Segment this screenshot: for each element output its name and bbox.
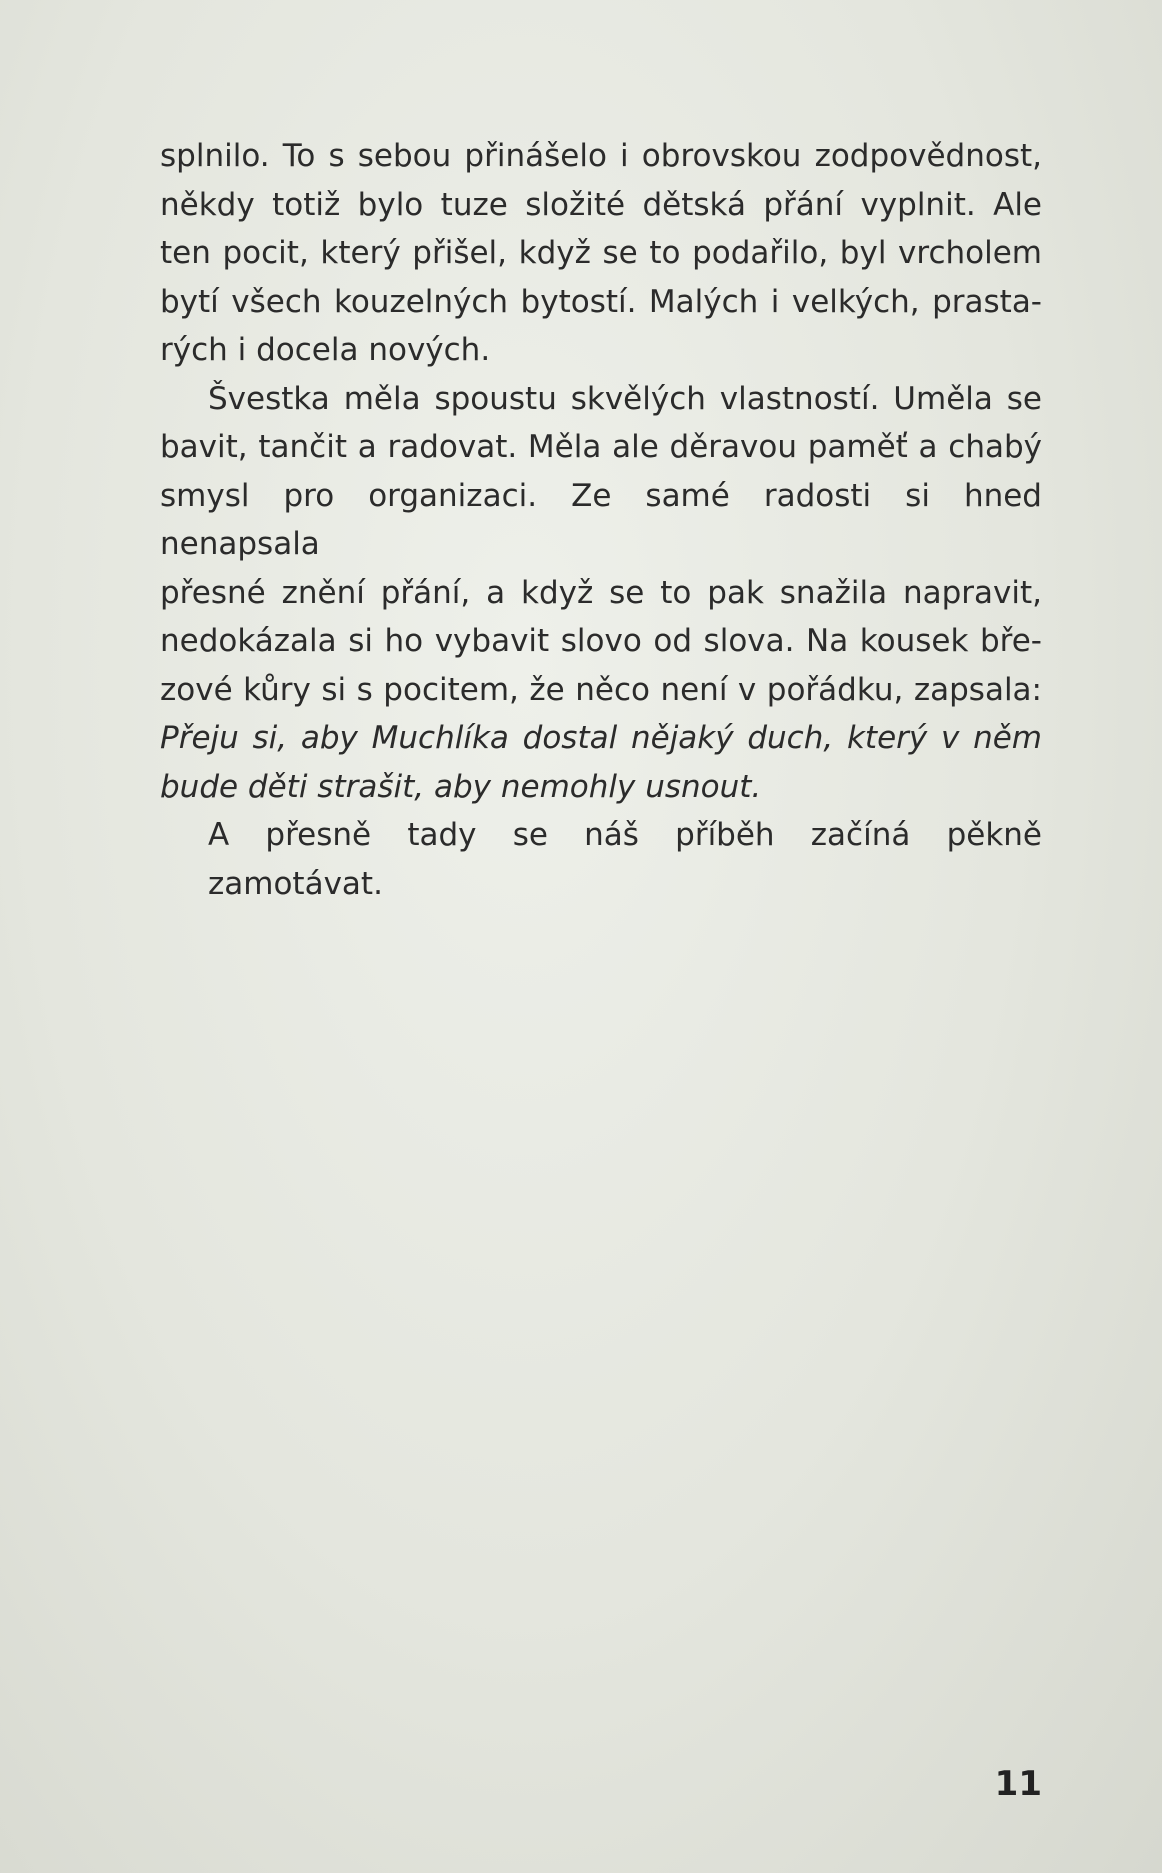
text-line: A přesně tady se náš příběh začíná pěkně zamotávat. bbox=[208, 817, 1042, 902]
text-line: Švestka měla spoustu skvělých vlastností. Uměla se bbox=[208, 380, 1042, 417]
text-line: bavit, tančit a radovat. Měla ale děravou paměť a chabý bbox=[160, 429, 1042, 465]
text-line: přesné znění přání, a když se to pak snažila napravit, bbox=[160, 574, 1042, 611]
text-line-italic: Přeju si, aby Muchlíka dostal nějaký duch, který v něm bbox=[160, 720, 1042, 756]
text-line: rých i docela nových. bbox=[160, 332, 491, 368]
text-line: někdy totiž bylo tuze složité dětská přání vyplnit. Ale bbox=[160, 186, 1042, 223]
text-line: ten pocit, který přišel, když se to podařilo, byl vrcholem bbox=[160, 235, 1042, 271]
text-line: smysl pro organizaci. Ze samé radosti si hned nenapsala bbox=[160, 477, 1042, 562]
text-line: splnilo. To s sebou přinášelo i obrovskou zodpovědnost, bbox=[160, 138, 1042, 174]
text-line: nedokázala si ho vybavit slovo od slova. Na kousek bře- bbox=[160, 623, 1042, 659]
page-number: 11 bbox=[994, 1764, 1042, 1804]
text-line: bytí všech kouzelných bytostí. Malých i velkých, prasta- bbox=[160, 283, 1042, 320]
body-text bbox=[160, 132, 1042, 908]
text-line-italic: bude děti strašit, aby nemohly usnout. bbox=[160, 768, 762, 805]
text-line: zové kůry si s pocitem, že něco není v pořádku, zapsala: bbox=[160, 671, 1042, 708]
